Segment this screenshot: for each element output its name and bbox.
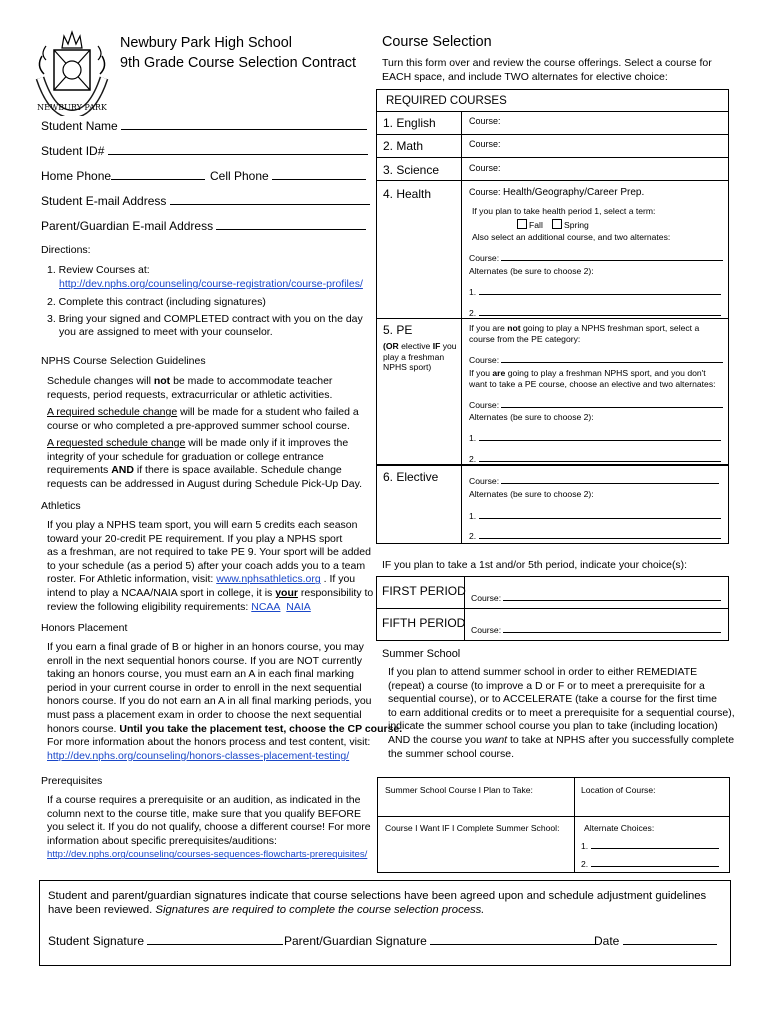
pe-note: (OR elective IF you play a freshman NPHS sport) [383,341,457,372]
health-course-field[interactable]: Course: Health/Geography/Career Prep. [469,187,645,198]
pe-alternate-1[interactable]: 1. [469,430,721,443]
health-alternate-2[interactable]: 2. [469,305,721,318]
student-name-field[interactable]: Student Name [41,119,367,133]
pe-alternates-label: Alternates (be sure to choose 2): [469,412,594,422]
honors-text: If you earn a final grade of B or higher in an honors course, you may enroll in the next sequential honors course. If you are NOT currently taking an honors course, you must earn an A in each final marking period in your current course in order to enroll in the next sequential honors course. If you do not earn an A in all final marking periods, you must pass a placement exam in order to choose the next sequential honors course. Until you take the placement test, choose the CP course. For more information about the honors process and test content, visit: http://dev.nphs.org/counseling/honors-classes-placement-testing/ [47,641,403,762]
cell-phone-field[interactable]: Cell Phone [210,169,366,183]
health-alternates-label: Alternates (be sure to choose 2): [469,266,594,276]
directions-step-3: 3. Bring your signed and COMPLETED contract with you on the day [47,313,363,325]
course-selection-title: Course Selection [382,34,492,50]
student-id-field[interactable]: Student ID# [41,144,368,158]
home-phone-field[interactable]: Home Phone [41,169,205,183]
directions-step-2: 2. Complete this contract (including signatures) [47,296,266,308]
summer-title: Summer School [382,648,461,660]
naia-link[interactable]: NAIA [286,600,311,613]
health-alternate-1[interactable]: 1. [469,284,721,297]
math-label: 2. Math [383,139,424,153]
summer-want-field[interactable]: Course I Want IF I Complete Summer School: [385,823,560,833]
elective-label: 6. Elective [383,470,439,484]
course-selection-intro: Turn this form over and review the course offerings. Select a course for EACH space, and include TWO alternates for elective choice: [382,57,712,83]
required-courses-header: REQUIRED COURSES [386,95,507,107]
period-question: IF you plan to take a 1st and/or 5th period, indicate your choice(s): [382,560,687,571]
parent-signature-field[interactable]: Parent/Guardian Signature [284,934,598,948]
science-label: 3. Science [383,163,440,177]
math-course-field[interactable]: Course: [469,139,501,149]
prereq-text: If a course requires a prerequisite or an audition, as indicated in the column next to the course title, make sure that you qualify BEFORE you select it. If you do not qualify, choose a different course! For more information about specific prerequisites/auditions: http://dev.nphs.org/counseling/courses-sequences-flowcharts-prerequisites/ [47,794,371,861]
first-period-label: FIRST PERIOD [382,584,466,598]
date-field[interactable]: Date [594,934,717,948]
fifth-period-course-field[interactable]: Course: [471,622,721,635]
directions-step-3-cont: you are assigned to meet with your counselor. [59,326,273,338]
pe-alternate-2[interactable]: 2. [469,451,721,464]
pe-sport-note: If you are going to play a freshman NPHS sport, and you don't want to take a PE course, choose an elective and two alternates: [469,368,716,389]
summer-location-field[interactable]: Location of Course: [581,785,656,795]
contract-title: 9th Grade Course Selection Contract [120,55,356,71]
directions-title: Directions: [41,244,91,256]
prereq-link[interactable]: http://dev.nphs.org/counseling/courses-sequences-flowcharts-prerequisites/ [47,849,368,861]
science-course-field[interactable]: Course: [469,163,501,173]
svg-text:NEWBURY PARK: NEWBURY PARK [37,103,107,112]
spring-checkbox[interactable]: Spring [552,219,589,230]
student-signature-field[interactable]: Student Signature [48,934,283,948]
elective-alternate-2[interactable]: 2. [469,528,721,541]
summer-alternate-label: Alternate Choices: [584,823,655,833]
athletics-link[interactable]: www.nphsathletics.org [216,573,321,586]
first-period-course-field[interactable]: Course: [471,590,721,603]
guideline-1: Schedule changes will not be made to accommodate teacher requests, period requests, extracurricular or athletic activities. [47,375,333,401]
guideline-2: A required schedule change will be made for a student who failed a course or who completed a pre-approved summer school course. [47,406,359,432]
english-label: 1. English [383,116,436,130]
school-crest-logo [32,26,112,116]
pe-not-sport-note: If you are not going to play a NPHS freshman sport, select a course from the PE category: [469,323,700,344]
pe-course-field[interactable]: Course: [469,352,723,365]
honors-title: Honors Placement [41,622,128,634]
guidelines-title: NPHS Course Selection Guidelines [41,355,206,367]
elective-course-field[interactable]: Course: [469,473,719,486]
health-additional-note: Also select an additional course, and two alternates: [472,232,671,242]
elective-alternates-label: Alternates (be sure to choose 2): [469,489,594,499]
athletics-text: If you play a NPHS team sport, you will earn 5 credits each season toward your 20-credit PE requirement. If you play a NPHS sport as a freshman, are not required to take PE 9. Your sport will be added to your schedule (as a period 5) after your coach adds you to a team roster. For Athletic information, visit: www.nphsathletics.org . If you intend to play a NCAA/NAIA sport in college, it is your responsibility to review the following eligibility requirements: NCAA NAIA [47,519,374,613]
health-term-note: If you plan to take health period 1, select a term: [472,206,656,216]
pe-label: 5. PE [383,323,413,337]
prereq-title: Prerequisites [41,775,103,787]
fifth-period-label: FIFTH PERIOD [382,616,466,630]
honors-link[interactable]: http://dev.nphs.org/counseling/honors-classes-placement-testing/ [47,749,350,762]
school-name: Newbury Park High School [120,35,292,51]
directions-step-1: 1. Review Courses at: [47,264,150,276]
english-course-field[interactable]: Course: [469,116,501,126]
pe-elective-course-field[interactable]: Course: [469,397,723,410]
fall-checkbox[interactable]: Fall [517,219,543,230]
summer-alternate-1[interactable]: 1. [581,838,719,851]
health-additional-course-field[interactable]: Course: [469,250,723,263]
course-profiles-link[interactable]: http://dev.nphs.org/counseling/course-registration/course-profiles/ [59,278,363,290]
ncaa-link[interactable]: NCAA [251,600,281,613]
guideline-3: A requested schedule change will be made only if it improves the integrity of your schedule for graduation or college entrance requirements AND if there is space available. Schedule change requests can be addressed in August during Schedule Pick-Up Day. [47,437,362,490]
health-label: 4. Health [383,187,432,201]
parent-email-field[interactable]: Parent/Guardian E-mail Address [41,219,366,233]
summer-alternate-2[interactable]: 2. [581,856,719,869]
summer-text: If you plan to attend summer school in order to either REMEDIATE (repeat) a course (to improve a D or F or to meet a prerequisite for a sequential course), or to ACCELERATE (take a course for the first time to earn additional credits or to meet a prerequisite for a sequential course), indicate the summer school course you plan to take (including location) AND the course you want to take at NPHS after you successfully complete the summer school course. [388,666,735,760]
signature-statement: Student and parent/guardian signatures indicate that course selections have been agreed upon and schedule adjustment guidelines have been reviewed. Signatures are required to complete the course selection process. [48,890,707,916]
student-email-field[interactable]: Student E-mail Address [41,194,370,208]
summer-plan-field[interactable]: Summer School Course I Plan to Take: [385,785,533,795]
athletics-title: Athletics [41,500,81,512]
elective-alternate-1[interactable]: 1. [469,508,721,521]
